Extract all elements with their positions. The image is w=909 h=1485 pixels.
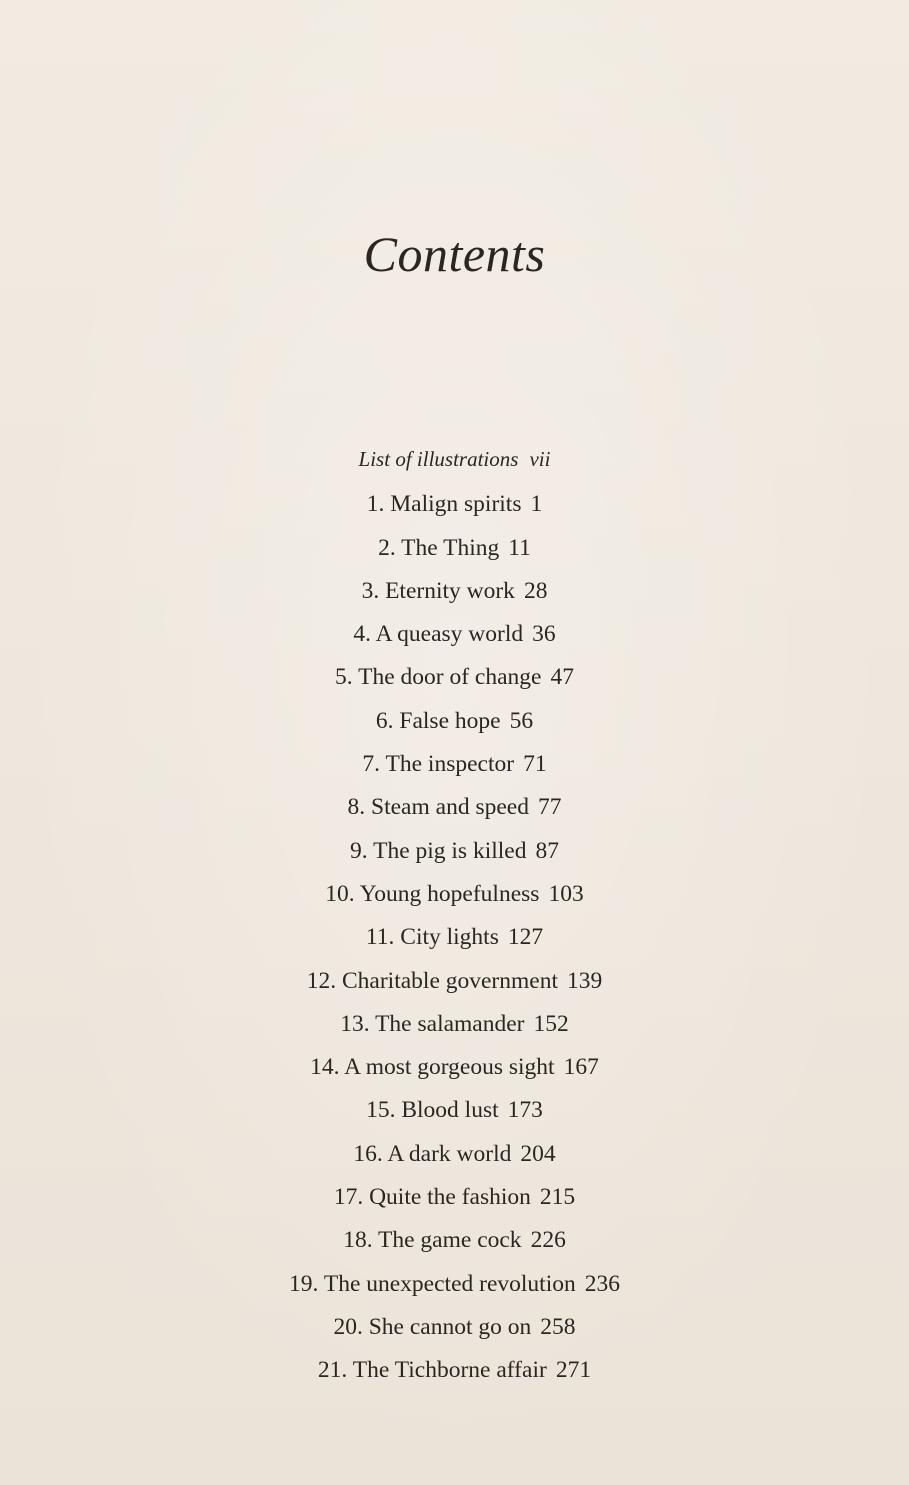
toc-entry-title: Charitable government	[342, 967, 558, 994]
toc-entry	[0, 877, 909, 920]
toc-entry	[0, 964, 909, 1007]
toc-entry-illustrations	[0, 442, 909, 485]
toc-entry-title: The door of change	[358, 664, 542, 691]
toc-entry	[0, 660, 909, 703]
toc-entry-number: 8 .	[348, 794, 372, 820]
toc-entry-title: Malign spirits	[390, 491, 522, 518]
toc-entry-title: False hope	[399, 707, 501, 734]
toc-entry-page: 167	[563, 1054, 599, 1081]
toc-entry-title: List of illustrations	[358, 447, 519, 471]
toc-entry-title: Blood lust	[401, 1097, 499, 1124]
toc-entry-page: 127	[507, 924, 544, 951]
toc-entry-page: 56	[509, 707, 534, 734]
toc-entry	[0, 1223, 909, 1266]
toc-entry-page: 77	[537, 794, 562, 821]
toc-entry-page: 226	[530, 1227, 566, 1254]
toc-entry	[0, 574, 909, 617]
toc-entry-number: 11 .	[366, 924, 400, 950]
toc-entry-title: A dark world	[387, 1140, 512, 1167]
toc-entry-page: 271	[555, 1357, 592, 1384]
toc-entry-title: Young hopefulness	[359, 880, 540, 907]
toc-entry-page: 103	[548, 880, 584, 907]
toc-entry	[0, 920, 909, 963]
toc-entry-title: A queasy world	[375, 621, 524, 648]
toc-entry-page: 71	[523, 751, 547, 778]
toc-entry	[0, 1353, 909, 1396]
toc-entry-number: 15 .	[366, 1097, 401, 1123]
toc-entry-number: 3 .	[362, 578, 386, 604]
toc-entry-title: City lights	[400, 924, 499, 951]
toc-entry	[0, 1007, 909, 1050]
toc-entry-page: 1	[530, 491, 543, 518]
toc-entry-page: 36	[532, 621, 556, 648]
toc-entry	[0, 1050, 909, 1093]
toc-entry-page: 204	[520, 1140, 556, 1167]
toc-entry-number: 4 .	[353, 621, 375, 647]
toc-entry	[0, 704, 909, 747]
toc-entry-title: The inspector	[385, 751, 515, 778]
toc-entry-title: She cannot go on	[368, 1313, 532, 1340]
toc-entry-number: 7 .	[362, 751, 385, 777]
toc-entry-page: 87	[535, 837, 559, 864]
toc-entry	[0, 1267, 909, 1310]
toc-entry-number: 12 .	[307, 968, 342, 994]
toc-entry	[0, 1137, 909, 1180]
toc-entry-title: The unexpected revolution	[323, 1270, 576, 1297]
toc-entry-title: Quite the fashion	[369, 1184, 531, 1211]
toc-entry-page: 11	[508, 534, 531, 561]
toc-entry-title: The game cock	[378, 1227, 522, 1254]
toc-entry-title: The Thing	[401, 534, 500, 561]
toc-entry-page: 258	[540, 1313, 576, 1340]
toc-entry-title: The salamander	[375, 1010, 525, 1037]
toc-entry-number: 6 .	[376, 708, 400, 734]
toc-entry-title: Eternity work	[385, 577, 515, 604]
toc-entry-number: 16 .	[353, 1141, 387, 1167]
toc-entry-number: 2 .	[378, 535, 401, 561]
toc-entry	[0, 790, 909, 833]
table-of-contents	[0, 442, 909, 1397]
toc-entry	[0, 531, 909, 574]
toc-entry-number: 19 .	[289, 1271, 324, 1297]
toc-entry-page: 47	[550, 664, 574, 691]
toc-entry-title: A most gorgeous sight	[344, 1054, 555, 1081]
toc-entry-number: 13 .	[340, 1011, 375, 1037]
toc-entry-page: 152	[533, 1010, 569, 1037]
toc-entry-number: 5 .	[335, 664, 358, 690]
toc-entry-page: 28	[523, 577, 548, 604]
toc-entry-page: 236	[584, 1270, 620, 1297]
toc-entry	[0, 487, 909, 530]
toc-entry-number: 14 .	[310, 1054, 344, 1080]
toc-entry-number: 18 .	[343, 1227, 378, 1253]
toc-entry-page: vii	[529, 447, 551, 471]
toc-entry-number: 20 .	[333, 1314, 368, 1340]
page-title: Contents	[363, 226, 546, 282]
toc-entry	[0, 1093, 909, 1136]
toc-entry	[0, 834, 909, 877]
toc-entry-number: 17 .	[334, 1184, 369, 1210]
toc-entry-number: 21 .	[318, 1357, 353, 1383]
toc-entry-page: 215	[539, 1184, 576, 1211]
toc-entry	[0, 617, 909, 660]
toc-entry-number: 1 .	[367, 491, 391, 517]
toc-entry-page: 173	[507, 1097, 543, 1124]
toc-entry	[0, 1180, 909, 1223]
toc-entry-title: The pig is killed	[373, 837, 527, 864]
toc-entry	[0, 747, 909, 790]
toc-entry	[0, 1310, 909, 1353]
toc-entry-number: 10 .	[325, 881, 359, 907]
toc-entry-title: The Tichborne affair	[352, 1357, 547, 1384]
toc-entry-title: Steam and speed	[371, 794, 529, 821]
toc-entry-page: 139	[567, 967, 603, 994]
toc-entry-number: 9 .	[350, 838, 373, 864]
